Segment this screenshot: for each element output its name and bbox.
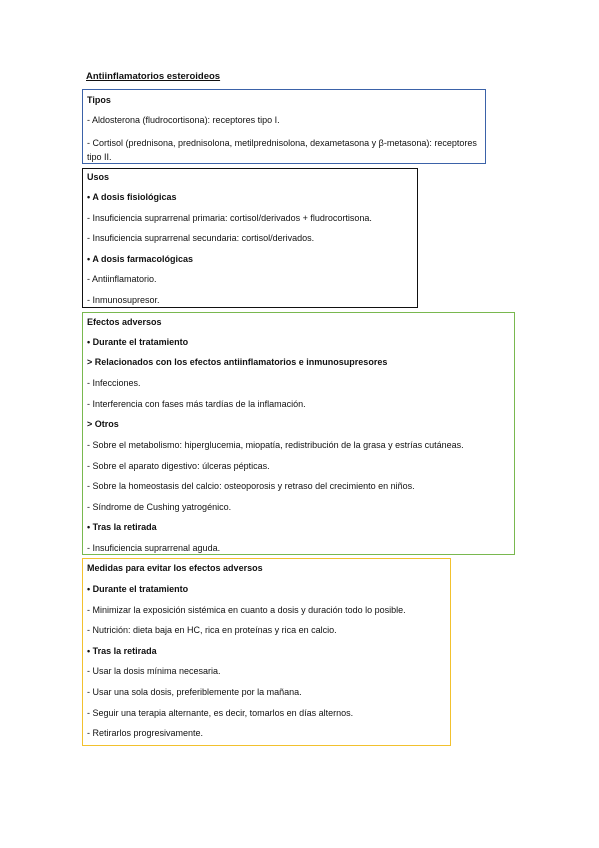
- tipos-line-aldosterona: - Aldosterona (fludrocortisona): receptores tipo I.: [87, 115, 280, 125]
- medidas-line-dosis-minima: - Usar la dosis mínima necesaria.: [87, 666, 221, 676]
- efectos-line-insuficiencia-aguda: - Insuficiencia suprarrenal aguda.: [87, 543, 221, 553]
- efectos-sub-relacionados: > Relacionados con los efectos antiinflamatorios e inmunosupresores: [87, 357, 388, 367]
- medidas-line-progresivamente: - Retirarlos progresivamente.: [87, 728, 204, 738]
- medidas-heading: Medidas para evitar los efectos adversos: [87, 563, 263, 573]
- tipos-section: [82, 89, 486, 164]
- efectos-line-cushing: - Síndrome de Cushing yatrogénico.: [87, 502, 232, 512]
- usos-heading: Usos: [87, 172, 110, 182]
- efectos-sub-otros: > Otros: [87, 419, 119, 429]
- usos-line-primaria: - Insuficiencia suprarrenal primaria: cortisol/derivados + fludrocortisona.: [87, 213, 372, 223]
- efectos-line-infecciones: - Infecciones.: [87, 378, 141, 388]
- medidas-line-nutricion: - Nutrición: dieta baja en HC, rica en proteínas y rica en calcio.: [87, 625, 337, 635]
- medidas-bullet-retirada: • Tras la retirada: [87, 646, 157, 656]
- efectos-line-digestivo: - Sobre el aparato digestivo: úlceras pépticas.: [87, 461, 270, 471]
- medidas-line-sola-dosis: - Usar una sola dosis, preferiblemente por la mañana.: [87, 687, 302, 697]
- medidas-bullet-durante: • Durante el tratamiento: [87, 584, 189, 594]
- medidas-line-minimizar: - Minimizar la exposición sistémica en cuanto a dosis y duración todo lo posible.: [87, 605, 406, 615]
- usos-section: [82, 168, 418, 308]
- medidas-line-terapia-alternante: - Seguir una terapia alternante, es decir, tomarlos en días alternos.: [87, 708, 354, 718]
- usos-line-inmunosupresor: - Inmunosupresor.: [87, 295, 160, 305]
- tipos-heading: Tipos: [87, 95, 111, 105]
- efectos-bullet-durante: • Durante el tratamiento: [87, 337, 189, 347]
- efectos-section: [82, 312, 515, 555]
- efectos-line-interferencia: - Interferencia con fases más tardías de la inflamación.: [87, 399, 306, 409]
- usos-bullet-farmacologicas: • A dosis farmacológicas: [87, 254, 194, 264]
- document-title: Antiinflamatorios esteroideos: [86, 71, 221, 82]
- tipos-line-cortisol: - Cortisol (prednisona, prednisolona, metilprednisolona, dexametasona y β-metasona): receptores tipo II.: [87, 138, 477, 162]
- usos-line-secundaria: - Insuficiencia suprarrenal secundaria: cortisol/derivados.: [87, 233, 315, 243]
- usos-bullet-fisiologicas: • A dosis fisiológicas: [87, 192, 177, 202]
- medidas-section: [82, 558, 451, 746]
- efectos-bullet-retirada: • Tras la retirada: [87, 522, 157, 532]
- efectos-line-metabolismo: - Sobre el metabolismo: hiperglucemia, miopatía, redistribución de la grasa y estrías cutáneas.: [87, 440, 464, 450]
- efectos-heading: Efectos adversos: [87, 317, 162, 327]
- usos-line-antiinflamatorio: - Antiinflamatorio.: [87, 274, 157, 284]
- efectos-line-calcio: - Sobre la homeostasis del calcio: osteoporosis y retraso del crecimiento en niños.: [87, 481, 415, 491]
